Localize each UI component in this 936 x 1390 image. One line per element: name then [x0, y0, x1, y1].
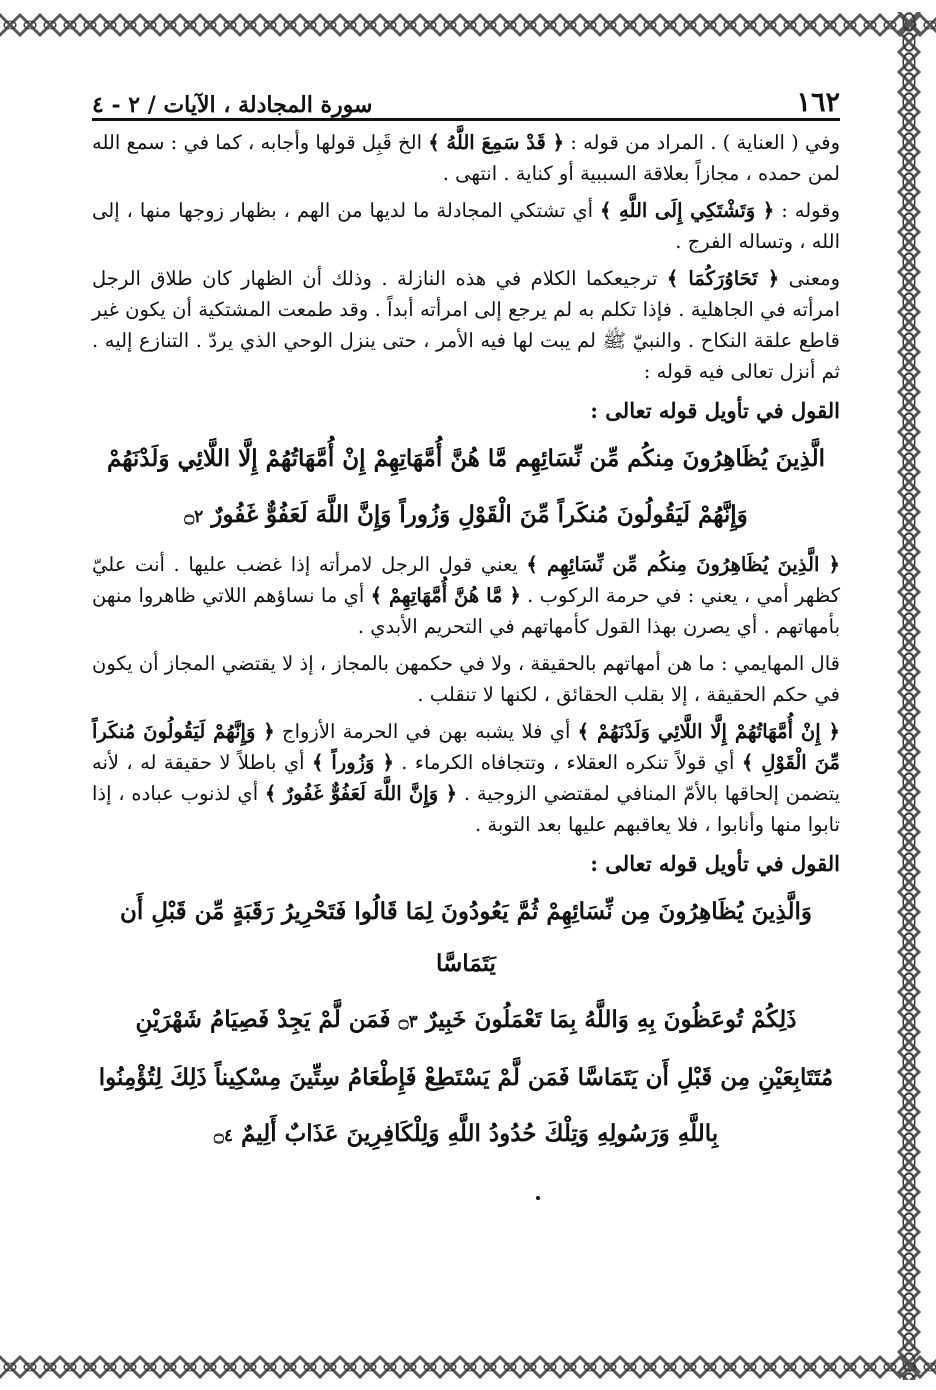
quran-quote: ﴿ وَتَشْتَكِي إِلَى اللَّهِ ﴾: [600, 199, 775, 222]
text-segment: أي باطلاً لا حقيقة له ، لأنه يتضمن إلحاقها بالأمّ المنافي لمقتضي الزوجية .: [92, 751, 841, 805]
text-segment: يعني قول الرجل لامرأته إذا غضب عليها . أنت عليّ كظهر أمي ، يعني : في حرمة الركوب .: [92, 553, 840, 607]
paragraph-ummahat: [92, 716, 840, 840]
quran-quote: ﴿ الَّذِينَ يُظَاهِرُونَ مِنكُم مِّن نِّسَائِهِم ﴾: [526, 553, 840, 576]
verse-text: وَإِنَّهُمْ لَيَقُولُونَ مُنكَراً مِّنَ الْقَوْلِ وَزُوراً وَإِنَّ اللَّهَ لَعَفُوٌّ غَفُورٌ: [211, 501, 748, 528]
text-segment: ومعنى: [779, 267, 840, 290]
verse-line: [92, 489, 840, 543]
ayah-number-mark: ۝٣: [398, 1012, 418, 1032]
paragraph-mahaimi: قال المهايمي : ما هن أمهاتهم بالحقيقة ، ولا في حكمهن بالمجاز ، إذ لا يقتضي المجاز أن يكون في حكم الحقيقة ، إلا بقلب الحقائق ، لكنها لا تنقلب .: [92, 652, 840, 706]
decorative-border-top: [0, 12, 936, 38]
quran-quote: ﴿ تَحَاوُرَكُمَا ﴾: [666, 267, 780, 290]
verse-line: [92, 1108, 840, 1162]
paragraph-tahawur: [92, 263, 840, 387]
verse-line: [92, 994, 840, 1048]
decorative-border-right: [896, 12, 922, 1380]
section-heading: القول في تأويل قوله تعالى :: [590, 851, 840, 876]
quran-quote: ﴿ مَّا هُنَّ أُمَّهَاتِهِمْ ﴾: [370, 584, 521, 607]
text-segment: أي قولاً تنكره العقلاء ، وتتجافاه الكرماء .: [393, 751, 742, 774]
text-segment: أي ما نساؤهم اللاتي ظاهروا منهن بأمهاتهم . أي يصرن بهذا القول كأمهاتهم في التحريم الأبدي .: [92, 584, 840, 638]
section-heading: القول في تأويل قوله تعالى :: [590, 398, 840, 423]
running-title: سورة المجادلة ، الآيات / ٢ - ٤: [92, 92, 373, 118]
decorative-border-bottom: [0, 1354, 936, 1380]
text-segment: وقوله :: [774, 199, 840, 222]
book-page: [92, 70, 840, 1340]
verse-text: بِاللَّهِ وَرَسُولِهِ وَتِلْكَ حُدُودُ اللَّهِ وَلِلْكَافِرِينَ عَذَابٌ أَلِيمٌ: [240, 1120, 719, 1147]
paragraph-inayah: [92, 127, 840, 189]
page-header: [92, 70, 840, 121]
text-segment: أي لذنوب عباده ، إذا تابوا منها وأنابوا ، فلا يعاقبهم عليها بعد التوبة .: [92, 782, 840, 836]
ayah-number-mark: ۝٤: [213, 1126, 233, 1146]
paragraph-zihar: [92, 549, 840, 642]
quran-quote: ﴿ قَدْ سَمِعَ اللَّهُ ﴾: [428, 131, 565, 154]
text-segment: الخ قَبِل قولها وأجابه ، كما في : سمع الله لمن حمده ، مجازاً بعلاقة السببية أو كناية . انتهى .: [92, 131, 840, 185]
ayah-number-mark: ۝٢: [184, 507, 204, 527]
text-segment: أي فلا يشبه بهن في الحرمة الأزواج: [274, 720, 578, 743]
verse-line: الَّذِينَ يُظَاهِرُونَ مِنكُم مِّن نِّسَائِهِم مَّا هُنَّ أُمَّهَاتِهِمْ إِنْ أُمَّهَاتُهُمْ إِلَّا اللَّائِي وَلَدْنَهُمْ: [106, 445, 826, 472]
verse-line: وَالَّذِينَ يُظَاهِرُونَ مِن نِّسَائِهِمْ ثُمَّ يَعُودُونَ لِمَا قَالُوا فَتَحْرِيرُ رَقَبَةٍ مِّن قَبْلِ أَن يَتَمَاسَّا: [119, 898, 813, 977]
quran-quote: ﴿ وَإِنَّ اللَّهَ لَعَفُوٌّ غَفُورٌ ﴾: [264, 782, 458, 805]
verse-text: ذَلِكُمْ تُوعَظُونَ بِهِ وَاللَّهُ بِمَا تَعْمَلُونَ خَبِيرٌ: [425, 1006, 797, 1033]
quran-quote: ﴿ وَزُوراً ﴾: [311, 751, 394, 774]
text-segment: أي تشتكي المجادلة ما لديها من الهم ، بظهار زوجها منها ، إلى الله ، وتساله الفرج .: [92, 199, 840, 253]
paragraph-tashtaki: [92, 195, 840, 257]
text-segment: ترجيعكما الكلام في هذه النازلة . وذلك أن الظهار كان طلاق الرجل امرأته في الجاهلية . فإذا تكلم به لم يرجع إلى امرأته أبداً . وقد طمعت المشتكية أن يكون غير قاطع علقة النكاح . والنبيّ ﷺ لم يبت لها فيه الأمر ، حتى ينزل الوحي الذي يردّ . التنازع إليه . ثم أنزل تعالى فيه قوله :: [92, 267, 840, 383]
verse-line: مُتَتَابِعَيْنِ مِن قَبْلِ أَن يَتَمَاسَّا فَمَن لَّمْ يَسْتَطِعْ فَإِطْعَامُ سِتِّينَ مِسْكِيناً ذَلِكَ لِتُؤْمِنُوا: [98, 1064, 834, 1091]
text-segment: وفي ( العناية ) . المراد من قوله :: [564, 131, 840, 154]
verse-text: فَمَن لَّمْ يَجِدْ فَصِيَامُ شَهْرَيْنِ: [135, 1006, 391, 1033]
quran-quote: ﴿ إِنْ أُمَّهَاتُهُمْ إِلَّا اللَّائِي وَلَدْنَهُمْ ﴾: [577, 720, 840, 743]
quran-quote: ﴿ وَإِنَّهُمْ لَيَقُولُونَ مُنكَراً مِّنَ الْقَوْلِ ﴾: [92, 720, 841, 774]
page-number: ١٦٢: [796, 87, 840, 118]
ink-dot: [536, 1196, 540, 1200]
